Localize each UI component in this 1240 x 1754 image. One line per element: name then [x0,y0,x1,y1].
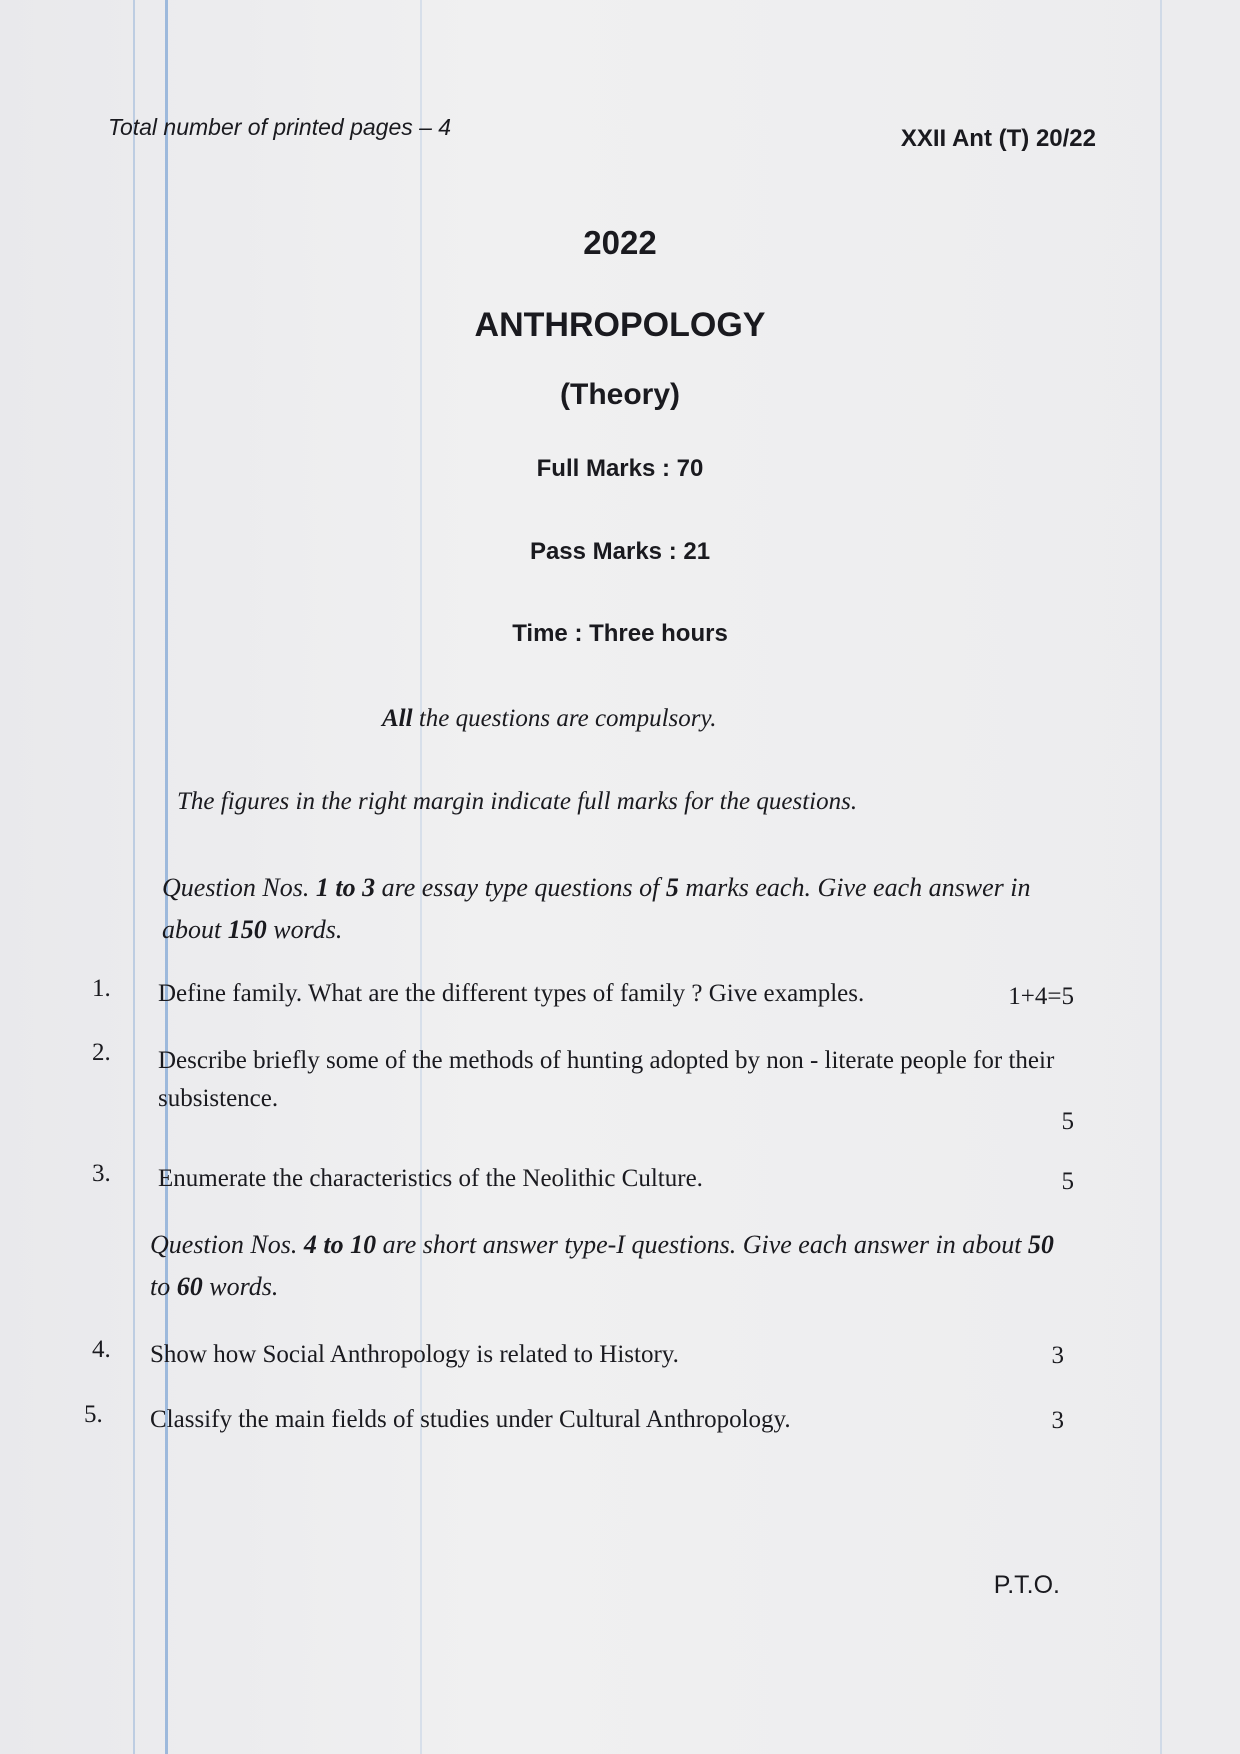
compulsory-instruction: All the questions are compulsory. [382,705,717,732]
question-marks: 3 [1051,1407,1064,1434]
question-marks: 5 [1061,1108,1074,1135]
question-number: 1. [92,975,111,1002]
exam-year: 2022 [583,224,657,261]
please-turn-over: P.T.O. [993,1571,1060,1599]
question-marks: 5 [1061,1168,1074,1195]
question-text: Define family. What are the different types of family ? Give examples. [158,980,865,1007]
question-number: 2. [92,1039,111,1066]
pass-marks: Pass Marks : 21 [529,538,711,565]
margin-marks-instruction: The figures in the right margin indicate full marks for the questions. [177,788,858,815]
paper-code: XXII Ant (T) 20/22 [900,125,1096,152]
paper-type: (Theory) [560,378,680,411]
question-text: Classify the main fields of studies under Cultural Anthropology. [150,1406,791,1433]
section-instruction-essay: Question Nos. 1 to 3 are essay type questions of 5 marks each. Give each answer in about 150 words. [162,873,1031,944]
printed-pages-note: Total number of printed pages – 4 [108,114,452,140]
subject-title: ANTHROPOLOGY [474,306,766,344]
question-text: Show how Social Anthropology is related to History. [150,1341,679,1368]
paper-rule [1160,0,1162,1754]
time-allowed: Time : Three hours [512,620,728,647]
question-text: Enumerate the characteristics of the Neolithic Culture. [158,1165,703,1192]
section-instruction-short: Question Nos. 4 to 10 are short answer type-I questions. Give each answer in about 50 to 60 words. [150,1230,1054,1301]
question-marks: 1+4=5 [1008,983,1074,1010]
question-marks: 3 [1051,1342,1064,1369]
question-number: 3. [92,1160,111,1187]
margin-rule-faint [133,0,135,1754]
full-marks: Full Marks : 70 [536,455,704,482]
question-number: 5. [84,1401,103,1428]
question-number: 4. [92,1336,111,1363]
question-text: Describe briefly some of the methods of hunting adopted by non - literate people for their subsistence. [158,1047,1055,1112]
